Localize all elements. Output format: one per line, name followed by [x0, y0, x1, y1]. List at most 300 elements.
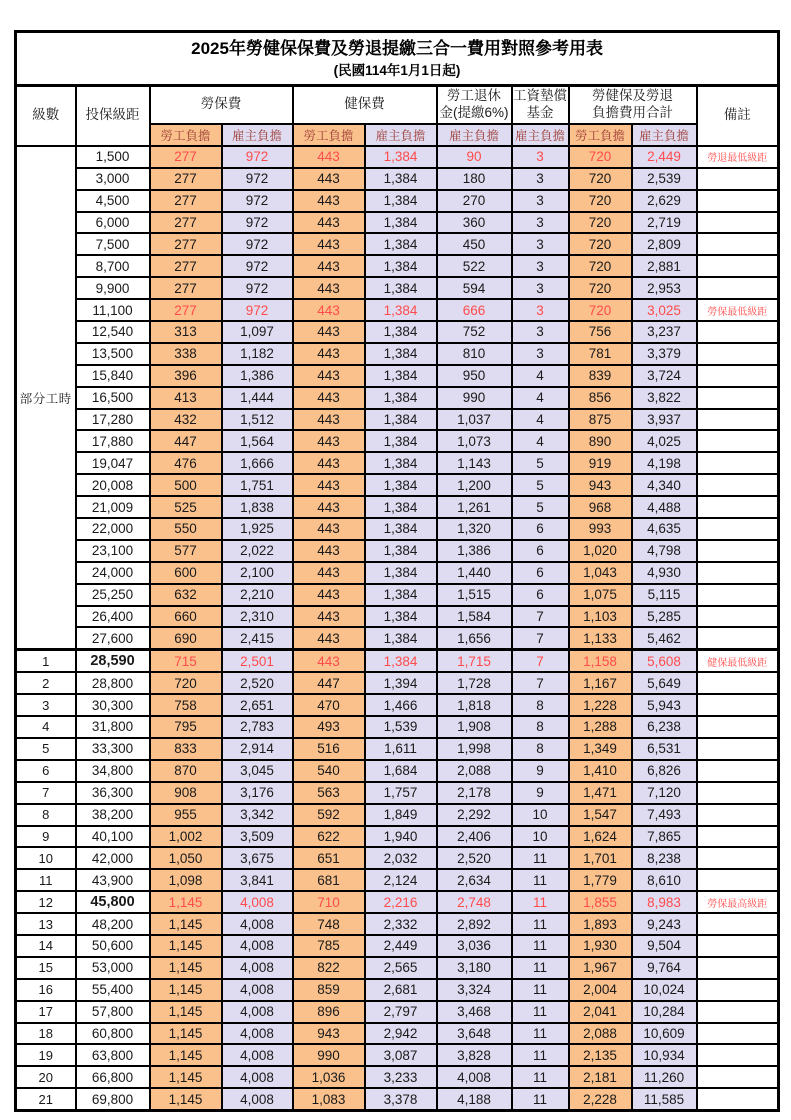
- cell-health-employee: 651: [293, 847, 365, 869]
- cell-total-employee: 1,288: [569, 716, 632, 738]
- cell-health-employee: 443: [293, 299, 365, 321]
- cell-bracket: 20,008: [76, 474, 150, 496]
- cell-pension-employer: 1,715: [437, 650, 512, 672]
- table-row: [16, 1066, 779, 1088]
- table-row: [16, 321, 779, 343]
- cell-total-employer: 4,798: [632, 540, 697, 562]
- cell-fund-employer: 11: [512, 935, 569, 957]
- cell-pension-employer: 3,828: [437, 1044, 512, 1066]
- cell-fund-employer: 3: [512, 299, 569, 321]
- cell-health-employee: 443: [293, 409, 365, 431]
- cell-remark: [697, 1001, 779, 1023]
- cell-labor-employee: 1,145: [150, 1066, 222, 1088]
- cell-fund-employer: 11: [512, 957, 569, 979]
- cell-total-employer: 7,493: [632, 804, 697, 826]
- cell-total-employer: 8,983: [632, 891, 697, 913]
- cell-health-employer: 1,384: [365, 540, 437, 562]
- cell-labor-employee: 277: [150, 212, 222, 234]
- cell-remark: [697, 738, 779, 760]
- cell-pension-employer: 1,073: [437, 430, 512, 452]
- cell-health-employer: 1,757: [365, 782, 437, 804]
- cell-fund-employer: 7: [512, 627, 569, 649]
- cell-bracket: 22,000: [76, 518, 150, 540]
- cell-total-employer: 8,610: [632, 869, 697, 891]
- cell-labor-employer: 3,675: [222, 847, 293, 869]
- cell-health-employer: 1,384: [365, 212, 437, 234]
- cell-total-employee: 2,088: [569, 1023, 632, 1045]
- cell-total-employee: 1,349: [569, 738, 632, 760]
- cell-total-employee: 2,004: [569, 979, 632, 1001]
- cell-total-employer: 5,943: [632, 694, 697, 716]
- cell-labor-employer: 1,666: [222, 452, 293, 474]
- cell-total-employer: 10,609: [632, 1023, 697, 1045]
- cell-health-employer: 2,216: [365, 891, 437, 913]
- cell-pension-employer: 1,261: [437, 496, 512, 518]
- table-row: [16, 452, 779, 474]
- cell-total-employee: 720: [569, 299, 632, 321]
- cell-health-employee: 681: [293, 869, 365, 891]
- col-header-total: [569, 85, 697, 124]
- cell-labor-employer: 1,751: [222, 474, 293, 496]
- cell-labor-employee: 632: [150, 584, 222, 606]
- cell-level: 6: [16, 760, 76, 782]
- cell-bracket: 43,900: [76, 869, 150, 891]
- title-row: [16, 32, 779, 86]
- cell-bracket: 12,540: [76, 321, 150, 343]
- cell-fund-employer: 11: [512, 913, 569, 935]
- cell-labor-employer: 4,008: [222, 1066, 293, 1088]
- cell-total-employee: 919: [569, 452, 632, 474]
- cell-fund-employer: 8: [512, 694, 569, 716]
- cell-total-employee: 2,041: [569, 1001, 632, 1023]
- cell-labor-employee: 1,145: [150, 1023, 222, 1045]
- cell-health-employee: 443: [293, 584, 365, 606]
- cell-remark: [697, 1088, 779, 1110]
- cell-fund-employer: 8: [512, 738, 569, 760]
- cell-level: 14: [16, 935, 76, 957]
- cell-total-employee: 890: [569, 430, 632, 452]
- cell-bracket: 30,300: [76, 694, 150, 716]
- cell-fund-employer: 5: [512, 496, 569, 518]
- cell-remark: [697, 672, 779, 694]
- cell-total-employer: 9,764: [632, 957, 697, 979]
- cell-pension-employer: 1,386: [437, 540, 512, 562]
- cell-health-employee: 990: [293, 1044, 365, 1066]
- cell-health-employer: 1,384: [365, 650, 437, 672]
- table-row: [16, 935, 779, 957]
- cell-total-employer: 2,881: [632, 255, 697, 277]
- cell-fund-employer: 10: [512, 804, 569, 826]
- cell-health-employer: 1,384: [365, 474, 437, 496]
- cell-pension-employer: 666: [437, 299, 512, 321]
- cell-fund-employer: 11: [512, 1044, 569, 1066]
- cell-fund-employer: 11: [512, 891, 569, 913]
- cell-bracket: 42,000: [76, 847, 150, 869]
- cell-health-employee: 622: [293, 826, 365, 848]
- cell-total-employee: 1,855: [569, 891, 632, 913]
- cell-total-employee: 1,075: [569, 584, 632, 606]
- cell-labor-employee: 277: [150, 299, 222, 321]
- cell-labor-employee: 715: [150, 650, 222, 672]
- cell-bracket: 38,200: [76, 804, 150, 826]
- cell-health-employer: 2,565: [365, 957, 437, 979]
- cell-health-employer: 1,684: [365, 760, 437, 782]
- table-row: [16, 409, 779, 431]
- cell-labor-employee: 338: [150, 343, 222, 365]
- cell-labor-employer: 972: [222, 212, 293, 234]
- cell-total-employee: 720: [569, 277, 632, 299]
- cell-bracket: 60,800: [76, 1023, 150, 1045]
- table-row: [16, 146, 779, 168]
- cell-total-employee: 968: [569, 496, 632, 518]
- table-row: [16, 233, 779, 255]
- cell-labor-employee: 413: [150, 387, 222, 409]
- page-title: 2025年勞健保保費及勞退提繳三合一費用對照參考用表: [191, 39, 603, 58]
- cell-health-employee: 493: [293, 716, 365, 738]
- cell-total-employee: 1,701: [569, 847, 632, 869]
- cell-labor-employer: 2,415: [222, 627, 293, 649]
- cell-labor-employer: 1,512: [222, 409, 293, 431]
- cell-total-employer: 2,809: [632, 233, 697, 255]
- cell-health-employee: 443: [293, 233, 365, 255]
- cell-fund-employer: 11: [512, 1088, 569, 1110]
- cell-pension-employer: 1,584: [437, 606, 512, 628]
- cell-pension-employer: 1,656: [437, 627, 512, 649]
- cell-labor-employee: 1,145: [150, 979, 222, 1001]
- cell-level: 16: [16, 979, 76, 1001]
- table-row: [16, 957, 779, 979]
- cell-remark: [697, 694, 779, 716]
- cell-health-employer: 1,466: [365, 694, 437, 716]
- cell-labor-employer: 2,783: [222, 716, 293, 738]
- cell-health-employee: 563: [293, 782, 365, 804]
- cell-total-employee: 1,103: [569, 606, 632, 628]
- cell-total-employer: 7,865: [632, 826, 697, 848]
- cell-labor-employer: 2,310: [222, 606, 293, 628]
- cell-remark: [697, 190, 779, 212]
- subheader-fund-employer: 雇主負擔: [512, 124, 569, 146]
- cell-remark: [697, 540, 779, 562]
- cell-level: 17: [16, 1001, 76, 1023]
- table-row: [16, 255, 779, 277]
- cell-health-employer: 1,384: [365, 365, 437, 387]
- cell-labor-employer: 2,210: [222, 584, 293, 606]
- table-row: [16, 387, 779, 409]
- cell-labor-employee: 1,145: [150, 1088, 222, 1110]
- cell-health-employer: 1,384: [365, 277, 437, 299]
- cell-health-employer: 1,539: [365, 716, 437, 738]
- cell-health-employer: 1,384: [365, 168, 437, 190]
- cell-total-employer: 4,635: [632, 518, 697, 540]
- table-row: [16, 1001, 779, 1023]
- table-row: [16, 847, 779, 869]
- cell-fund-employer: 8: [512, 716, 569, 738]
- cell-level: 2: [16, 672, 76, 694]
- cell-bracket: 9,900: [76, 277, 150, 299]
- cell-health-employee: 592: [293, 804, 365, 826]
- cell-remark: [697, 606, 779, 628]
- table-row: [16, 650, 779, 672]
- table-row: [16, 190, 779, 212]
- cell-bracket: 57,800: [76, 1001, 150, 1023]
- cell-pension-employer: 1,908: [437, 716, 512, 738]
- cell-health-employer: 3,233: [365, 1066, 437, 1088]
- cell-health-employer: 2,332: [365, 913, 437, 935]
- cell-fund-employer: 6: [512, 584, 569, 606]
- cell-fund-employer: 11: [512, 847, 569, 869]
- cell-health-employer: 2,032: [365, 847, 437, 869]
- cell-health-employer: 1,384: [365, 299, 437, 321]
- table-row: [16, 716, 779, 738]
- cell-health-employee: 443: [293, 146, 365, 168]
- cell-labor-employer: 4,008: [222, 957, 293, 979]
- cell-health-employer: 1,384: [365, 387, 437, 409]
- cell-labor-employer: 3,045: [222, 760, 293, 782]
- cell-fund-employer: 9: [512, 782, 569, 804]
- cell-pension-employer: 360: [437, 212, 512, 234]
- cell-total-employer: 5,608: [632, 650, 697, 672]
- table-row: [16, 826, 779, 848]
- cell-pension-employer: 2,520: [437, 847, 512, 869]
- cell-level: 5: [16, 738, 76, 760]
- cell-health-employee: 443: [293, 627, 365, 649]
- cell-total-employer: 11,585: [632, 1088, 697, 1110]
- cell-remark: [697, 430, 779, 452]
- subheader-health-employee: 勞工負擔: [293, 124, 365, 146]
- cell-remark: 勞保最高級距: [697, 891, 779, 913]
- cell-level: 15: [16, 957, 76, 979]
- table-row: [16, 518, 779, 540]
- cell-level: 1: [16, 650, 76, 672]
- cell-bracket: 53,000: [76, 957, 150, 979]
- cell-pension-employer: 3,648: [437, 1023, 512, 1045]
- cell-health-employee: 785: [293, 935, 365, 957]
- cell-labor-employee: 1,145: [150, 957, 222, 979]
- table-row: [16, 913, 779, 935]
- cell-total-employer: 2,449: [632, 146, 697, 168]
- cell-labor-employer: 3,509: [222, 826, 293, 848]
- cell-labor-employer: 972: [222, 168, 293, 190]
- cell-health-employee: 748: [293, 913, 365, 935]
- cell-labor-employee: 1,050: [150, 847, 222, 869]
- cell-pension-employer: 3,180: [437, 957, 512, 979]
- cell-total-employer: 9,243: [632, 913, 697, 935]
- cell-remark: 勞保最低級距: [697, 299, 779, 321]
- cell-health-employer: 1,384: [365, 452, 437, 474]
- cell-remark: [697, 716, 779, 738]
- cell-total-employee: 2,228: [569, 1088, 632, 1110]
- cell-labor-employer: 972: [222, 299, 293, 321]
- cell-health-employee: 443: [293, 562, 365, 584]
- table-row: [16, 804, 779, 826]
- table-row: [16, 299, 779, 321]
- cell-total-employer: 4,930: [632, 562, 697, 584]
- cell-labor-employer: 2,914: [222, 738, 293, 760]
- cell-bracket: 6,000: [76, 212, 150, 234]
- cell-level: 3: [16, 694, 76, 716]
- cell-labor-employer: 972: [222, 277, 293, 299]
- cell-health-employer: 1,384: [365, 255, 437, 277]
- cell-total-employer: 9,504: [632, 935, 697, 957]
- cell-health-employee: 443: [293, 343, 365, 365]
- cell-health-employer: 1,384: [365, 430, 437, 452]
- cell-labor-employer: 972: [222, 255, 293, 277]
- cell-pension-employer: 1,728: [437, 672, 512, 694]
- cell-level: 7: [16, 782, 76, 804]
- cell-total-employee: 856: [569, 387, 632, 409]
- cell-level: 18: [16, 1023, 76, 1045]
- cell-labor-employer: 3,841: [222, 869, 293, 891]
- cell-remark: [697, 935, 779, 957]
- cell-health-employer: 2,942: [365, 1023, 437, 1045]
- cell-total-employee: 875: [569, 409, 632, 431]
- cell-labor-employer: 972: [222, 190, 293, 212]
- cell-labor-employer: 1,386: [222, 365, 293, 387]
- cell-pension-employer: 90: [437, 146, 512, 168]
- cell-total-employer: 3,379: [632, 343, 697, 365]
- col-header-level: 級數: [16, 85, 76, 146]
- cell-total-employer: 2,953: [632, 277, 697, 299]
- cell-health-employer: 3,087: [365, 1044, 437, 1066]
- cell-bracket: 26,400: [76, 606, 150, 628]
- cell-labor-employee: 1,098: [150, 869, 222, 891]
- table-row: [16, 606, 779, 628]
- wage-fund-label-line1: 工資墊償: [513, 88, 567, 104]
- cell-total-employee: 1,043: [569, 562, 632, 584]
- cell-total-employer: 2,629: [632, 190, 697, 212]
- cell-remark: [697, 913, 779, 935]
- cell-health-employee: 822: [293, 957, 365, 979]
- subheader-health-employer: 雇主負擔: [365, 124, 437, 146]
- cell-labor-employee: 396: [150, 365, 222, 387]
- table-row: [16, 738, 779, 760]
- cell-labor-employee: 277: [150, 233, 222, 255]
- col-header-labor-insurance: 勞保費: [150, 85, 293, 124]
- cell-remark: [697, 365, 779, 387]
- cell-pension-employer: 2,292: [437, 804, 512, 826]
- cell-total-employer: 6,826: [632, 760, 697, 782]
- subheader-labor-employer: 雇主負擔: [222, 124, 293, 146]
- cell-health-employee: 1,083: [293, 1088, 365, 1110]
- cell-labor-employer: 2,100: [222, 562, 293, 584]
- cell-bracket: 1,500: [76, 146, 150, 168]
- cell-total-employee: 1,967: [569, 957, 632, 979]
- cell-health-employee: 443: [293, 650, 365, 672]
- cell-labor-employer: 1,564: [222, 430, 293, 452]
- cell-bracket: 13,500: [76, 343, 150, 365]
- cell-fund-employer: 5: [512, 474, 569, 496]
- col-header-pension: [437, 85, 512, 124]
- cell-fund-employer: 4: [512, 430, 569, 452]
- cell-labor-employer: 3,176: [222, 782, 293, 804]
- cell-fund-employer: 10: [512, 826, 569, 848]
- table-row: [16, 212, 779, 234]
- cell-fund-employer: 3: [512, 146, 569, 168]
- cell-total-employee: 1,133: [569, 627, 632, 649]
- subheader-total-employee: 勞工負擔: [569, 124, 632, 146]
- cell-total-employer: 3,237: [632, 321, 697, 343]
- cell-bracket: 11,100: [76, 299, 150, 321]
- cell-health-employee: 443: [293, 321, 365, 343]
- cell-remark: [697, 1023, 779, 1045]
- cell-bracket: 45,800: [76, 891, 150, 913]
- table-row: [16, 869, 779, 891]
- cell-bracket: 36,300: [76, 782, 150, 804]
- cell-labor-employee: 1,145: [150, 913, 222, 935]
- cell-bracket: 7,500: [76, 233, 150, 255]
- table-row: [16, 343, 779, 365]
- cell-labor-employee: 1,145: [150, 1044, 222, 1066]
- cell-labor-employer: 1,838: [222, 496, 293, 518]
- cell-health-employee: 1,036: [293, 1066, 365, 1088]
- cell-labor-employee: 277: [150, 168, 222, 190]
- cell-health-employee: 859: [293, 979, 365, 1001]
- cell-total-employer: 5,462: [632, 627, 697, 649]
- cell-health-employer: 1,384: [365, 562, 437, 584]
- cell-bracket: 16,500: [76, 387, 150, 409]
- cell-fund-employer: 6: [512, 562, 569, 584]
- cell-health-employer: 1,940: [365, 826, 437, 848]
- cell-remark: [697, 233, 779, 255]
- cell-remark: [697, 277, 779, 299]
- cell-labor-employee: 660: [150, 606, 222, 628]
- cell-remark: [697, 212, 779, 234]
- cell-labor-employer: 972: [222, 233, 293, 255]
- cell-labor-employee: 720: [150, 672, 222, 694]
- col-header-wage-fund: [512, 85, 569, 124]
- cell-total-employee: 839: [569, 365, 632, 387]
- cell-fund-employer: 3: [512, 255, 569, 277]
- table-row: [16, 891, 779, 913]
- cell-remark: [697, 804, 779, 826]
- cell-remark: [697, 1044, 779, 1066]
- cell-labor-employee: 277: [150, 190, 222, 212]
- cell-remark: [697, 584, 779, 606]
- cell-labor-employer: 4,008: [222, 1023, 293, 1045]
- cell-bracket: 17,280: [76, 409, 150, 431]
- table-row: [16, 627, 779, 649]
- cell-remark: [697, 518, 779, 540]
- cell-total-employer: 5,285: [632, 606, 697, 628]
- cell-total-employer: 4,340: [632, 474, 697, 496]
- cell-labor-employee: 908: [150, 782, 222, 804]
- cell-pension-employer: 2,088: [437, 760, 512, 782]
- cell-total-employer: 5,649: [632, 672, 697, 694]
- cell-labor-employee: 870: [150, 760, 222, 782]
- cell-health-employee: 540: [293, 760, 365, 782]
- cell-total-employer: 2,539: [632, 168, 697, 190]
- cell-pension-employer: 594: [437, 277, 512, 299]
- cell-labor-employee: 955: [150, 804, 222, 826]
- cell-total-employer: 3,822: [632, 387, 697, 409]
- cell-health-employee: 443: [293, 277, 365, 299]
- cell-pension-employer: 1,515: [437, 584, 512, 606]
- cell-health-employer: 1,384: [365, 606, 437, 628]
- cell-level: 8: [16, 804, 76, 826]
- cell-total-employer: 5,115: [632, 584, 697, 606]
- cell-health-employer: 1,611: [365, 738, 437, 760]
- cell-total-employer: 10,024: [632, 979, 697, 1001]
- total-label-line2: 負擔費用合計: [592, 104, 673, 120]
- cell-bracket: 28,800: [76, 672, 150, 694]
- cell-fund-employer: 3: [512, 212, 569, 234]
- cell-bracket: 33,300: [76, 738, 150, 760]
- cell-level: 21: [16, 1088, 76, 1110]
- cell-bracket: 27,600: [76, 627, 150, 649]
- cell-fund-employer: 4: [512, 409, 569, 431]
- cell-fund-employer: 4: [512, 387, 569, 409]
- subheader-labor-employee: 勞工負擔: [150, 124, 222, 146]
